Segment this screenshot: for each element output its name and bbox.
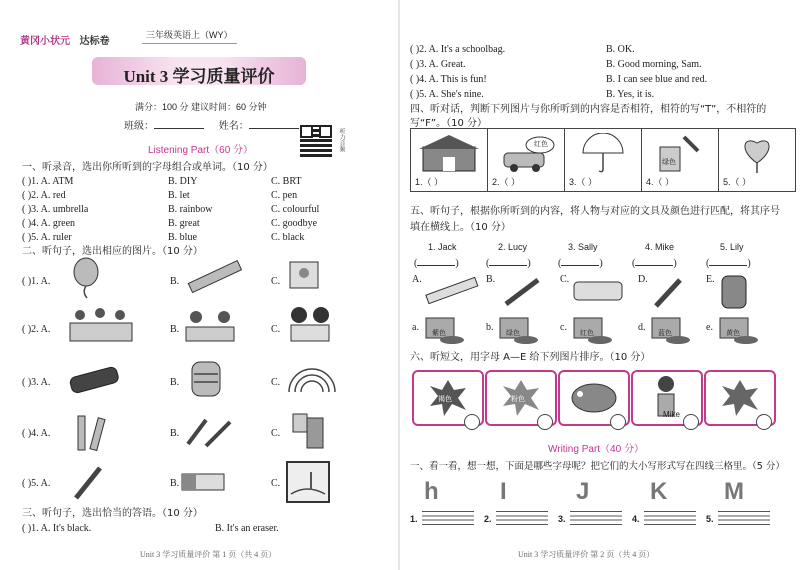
s5-letter-d: D. — [638, 274, 648, 285]
right-footer: Unit 3 学习质量评价 第 2 页（共 4 页） — [518, 550, 655, 559]
s2-row-1-b: B. — [170, 276, 180, 287]
score-time: 满分：100 分 建议时间：60 分钟 — [135, 102, 267, 112]
s1-item-1: ( )1. A. ATM — [22, 176, 74, 187]
s3-heading: 三、听句子，选出恰当的答语。（10 分） — [22, 508, 203, 519]
book-icon — [286, 258, 322, 292]
s1-item-4-b: B. great — [168, 218, 200, 229]
w1-num-4: 4. — [632, 514, 640, 524]
w1-grid-2[interactable] — [496, 511, 548, 525]
s6-mike-label: Mike — [663, 410, 680, 419]
s5-blank-3[interactable]: ( ) — [558, 258, 603, 269]
s5-color-d: d. — [638, 322, 646, 333]
w1-num-5: 5. — [706, 514, 714, 524]
s1-item-3-b: B. rainbow — [168, 204, 213, 215]
s4-heading-2: 写“F”。（10 分） — [410, 118, 488, 129]
s5-color-a: a. — [412, 322, 419, 333]
s5-name-1: 1. Jack — [428, 242, 457, 252]
class-blank[interactable] — [154, 119, 204, 129]
s4-slot-3[interactable]: 3.（ ） — [569, 177, 598, 187]
class-field — [124, 117, 299, 132]
ruler-icon — [424, 276, 480, 306]
chameleon-icon — [566, 374, 622, 420]
s2-row-3-b: B. — [170, 377, 180, 388]
schoolbag-icon — [186, 354, 226, 400]
s1-item-3-c: C. colourful — [271, 204, 320, 215]
balloon-icon — [68, 257, 104, 299]
s2-row-5-a: ( )5. A. — [22, 478, 51, 489]
classroom-icon — [66, 303, 140, 347]
w1-grid-3[interactable] — [570, 511, 622, 525]
rulers-icon — [70, 412, 110, 454]
w1-num-2: 2. — [484, 514, 492, 524]
s1-item-5-c: C. black — [271, 232, 305, 243]
green-label: 绿色 — [662, 158, 676, 166]
s1-item-4: ( )4. A. green — [22, 218, 76, 229]
s5-name-3: 3. Sally — [568, 242, 598, 252]
heart-balloon-icon — [737, 133, 777, 175]
pen-icon — [500, 274, 546, 308]
w1-grid-1[interactable] — [422, 511, 474, 525]
s5-color-c: c. — [560, 322, 567, 333]
s5-paint-3: 红色 — [580, 329, 594, 337]
s2-row-2-c: C. — [271, 324, 281, 335]
s5-paint-5: 黄色 — [726, 329, 740, 337]
children-icon — [180, 303, 240, 347]
grade-label: 三年级英语上（WY） — [142, 28, 237, 44]
w1-letter-5: M — [724, 478, 744, 505]
w1-letter-4: K — [650, 478, 668, 505]
s5-blank-1[interactable]: ( ) — [414, 258, 459, 269]
w1-letter-2: I — [500, 478, 507, 505]
s3-item-3-b: B. Good morning, Sam. — [606, 59, 702, 70]
eraser-icon — [176, 468, 230, 496]
paint-bucket-icon — [654, 133, 706, 175]
s5-letter-b: B. — [486, 274, 496, 285]
s1-item-5-b: B. blue — [168, 232, 197, 243]
title-banner — [92, 57, 306, 85]
s5-blank-4[interactable]: ( ) — [632, 258, 677, 269]
s5-heading-1: 五、听句子，根据你所听到的内容，将人物与对应的文具及颜色进行匹配，将其序号 — [410, 206, 780, 217]
s3-item-4-a: ( )4. A. This is fun! — [410, 74, 487, 85]
qr-label: 听力音频 — [338, 128, 344, 152]
s4-cell-5 — [718, 128, 796, 192]
s3-item-5-a: ( )5. A. She's nine. — [410, 89, 484, 100]
s2-row-3-c: C. — [271, 377, 281, 388]
brand-logo — [20, 32, 109, 47]
page-title: Unit 3 学习质量评价 — [123, 67, 275, 86]
umbrella-icon — [581, 133, 625, 175]
listening-title: Listening Part（60 分） — [148, 145, 254, 156]
s6-paint-1: 褐色 — [438, 395, 452, 403]
s5-letter-a: A. — [412, 274, 422, 285]
s2-row-5-b: B. — [170, 478, 180, 489]
s4-slot-4[interactable]: 4.（ ） — [646, 177, 675, 187]
s5-blank-5[interactable]: ( ) — [706, 258, 751, 269]
pencil-icon — [650, 274, 686, 310]
girls-reading-icon — [285, 303, 335, 347]
s1-item-2-b: B. let — [168, 190, 190, 201]
s5-letter-c: C. — [560, 274, 570, 285]
s5-heading-2: 填在横线上。（10 分） — [410, 222, 511, 233]
s4-slot-2[interactable]: 2.（ ） — [492, 177, 521, 187]
s5-paint-4: 蓝色 — [658, 329, 672, 337]
w1-grid-4[interactable] — [644, 511, 696, 525]
school-building-icon — [417, 133, 481, 173]
s1-heading: 一、听录音，选出你所听到的字母组合或单词。（10 分） — [22, 162, 273, 173]
s1-item-1-c: C. BRT — [271, 176, 302, 187]
s2-heading: 二、听句子，选出相应的图片。（10 分） — [22, 246, 203, 257]
s6-answer-1[interactable] — [464, 414, 480, 430]
s5-name-4: 4. Mike — [645, 242, 675, 252]
s4-cell-2 — [487, 128, 565, 192]
pencil-case-icon — [66, 360, 122, 398]
pencil-case-icon — [570, 276, 626, 306]
s1-item-2: ( )2. A. red — [22, 190, 66, 201]
s3-item-1-b: B. It's an eraser. — [215, 523, 279, 534]
s2-row-2-b: B. — [170, 324, 180, 335]
s1-item-2-c: C. pen — [271, 190, 298, 201]
s4-cell-4 — [641, 128, 719, 192]
s2-row-2-a: ( )2. A. — [22, 324, 51, 335]
s3-item-5-b: B. Yes, it is. — [606, 89, 655, 100]
s4-slot-5[interactable]: 5.（ ） — [723, 177, 752, 187]
pencil-icon — [70, 462, 106, 502]
name-blank[interactable] — [249, 119, 299, 129]
paint-splash-icon — [718, 376, 762, 418]
w1-heading: 一、看一看，想一想，下面是哪些字母呢？把它们的大小写形式写在四线三格里。（5 分） — [410, 461, 785, 472]
writing-title: Writing Part（40 分） — [548, 444, 644, 455]
left-footer: Unit 3 学习质量评价 第 1 页（共 4 页） — [140, 550, 277, 559]
clothes-icon — [285, 408, 331, 454]
s1-item-5: ( )5. A. ruler — [22, 232, 72, 243]
s2-row-3-a: ( )3. A. — [22, 377, 51, 388]
s2-row-5-c: C. — [271, 478, 281, 489]
s2-row-1-a: ( )1. A. — [22, 276, 51, 287]
s3-item-4-b: B. I can see blue and red. — [606, 74, 708, 85]
brand-name: 黄冈小状元 — [20, 36, 70, 47]
s6-answer-3[interactable] — [610, 414, 626, 430]
s3-item-3-a: ( )3. A. Great. — [410, 59, 466, 70]
s6-answer-5[interactable] — [756, 414, 772, 430]
w1-grid-5[interactable] — [718, 511, 770, 525]
s4-cell-1 — [410, 128, 488, 192]
s1-item-3: ( )3. A. umbrella — [22, 204, 89, 215]
s6-answer-2[interactable] — [537, 414, 553, 430]
s2-row-4-a: ( )4. A. — [22, 428, 51, 439]
w1-num-3: 3. — [558, 514, 566, 524]
s6-answer-4[interactable] — [683, 414, 699, 430]
w1-letter-1: h — [424, 478, 439, 505]
class-label: 班级： — [124, 121, 154, 132]
pencils-icon — [182, 414, 236, 450]
w1-num-1: 1. — [410, 514, 418, 524]
s4-cell-3 — [564, 128, 642, 192]
s4-slot-1[interactable]: 1.（ ） — [415, 177, 444, 187]
qr-code[interactable] — [300, 125, 332, 157]
s2-row-4-b: B. — [170, 428, 180, 439]
red-label: 红色 — [534, 140, 548, 148]
s3-item-2-a: ( )2. A. It's a schoolbag. — [410, 44, 506, 55]
s1-item-1-b: B. DIY — [168, 176, 198, 187]
brand-subtitle: 达标卷 — [79, 36, 110, 47]
s5-letter-e: E. — [706, 274, 715, 285]
s3-item-2-b: B. OK. — [606, 44, 635, 55]
name-label: 姓名： — [218, 121, 249, 132]
ruler-icon — [184, 260, 244, 294]
schoolbag-icon — [718, 270, 750, 312]
s3-item-1-a: ( )1. A. It's black. — [22, 523, 92, 534]
rainbow-icon — [285, 360, 339, 394]
s5-paint-2: 绿色 — [506, 329, 520, 337]
s5-color-e: e. — [706, 322, 713, 333]
s6-paint-2: 粉色 — [511, 395, 525, 403]
s5-paint-1: 紫色 — [432, 329, 446, 337]
s5-blank-2[interactable]: ( ) — [486, 258, 531, 269]
s2-row-4-c: C. — [271, 428, 281, 439]
s5-name-2: 2. Lucy — [498, 242, 528, 252]
s5-name-5: 5. Lily — [720, 242, 744, 252]
w1-letter-3: J — [576, 478, 590, 505]
s5-color-b: b. — [486, 322, 494, 333]
s4-heading-1: 四、听对话，判断下列图片与你所听到的内容是否相符，相符的写“T”，不相符的 — [410, 104, 767, 115]
right-page — [400, 0, 800, 570]
s1-item-4-c: C. goodbye — [271, 218, 318, 229]
beach-picture-icon — [285, 460, 331, 504]
s6-heading: 六、听短文，用字母 A—E 给下列图片排序。（10 分） — [410, 352, 651, 363]
s2-row-1-c: C. — [271, 276, 281, 287]
